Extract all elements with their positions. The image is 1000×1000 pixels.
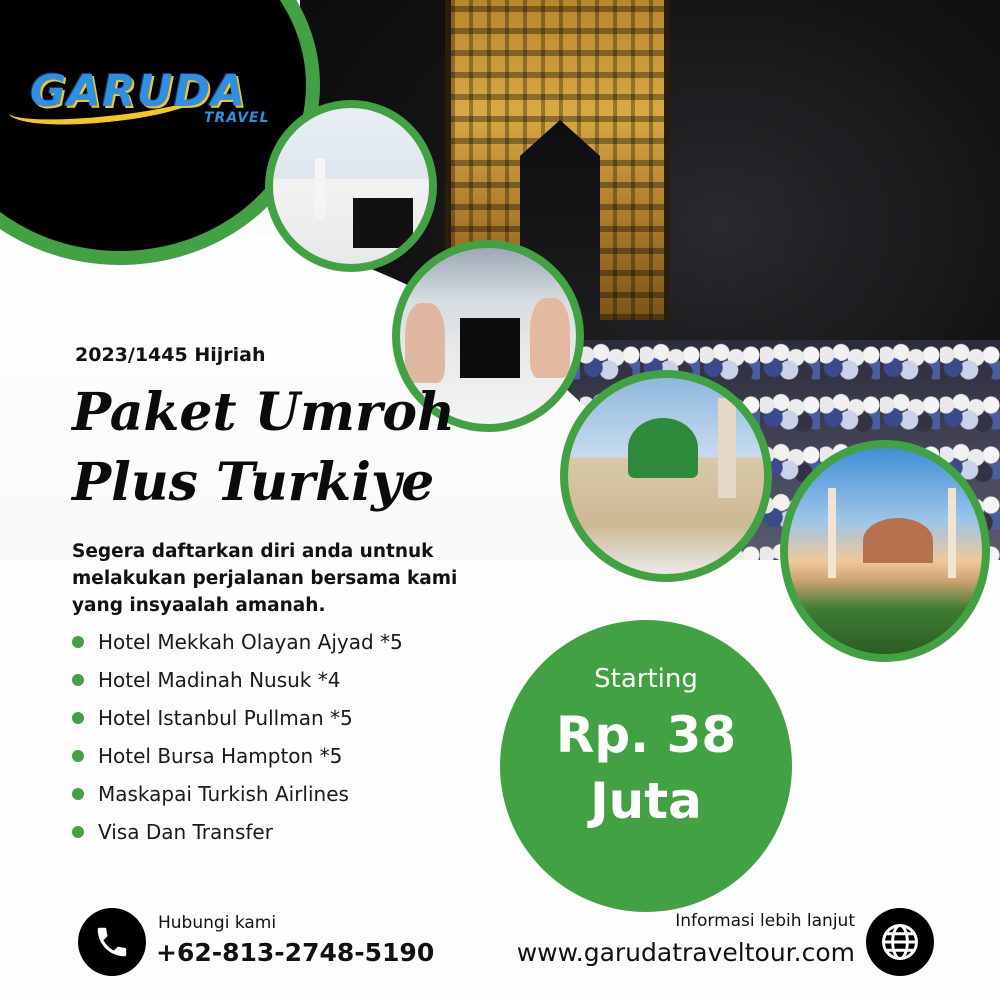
bullet-icon <box>72 788 84 800</box>
price-amount: Rp. 38 <box>555 706 737 764</box>
website-link[interactable]: www.garudatraveltour.com <box>516 938 855 967</box>
price-value <box>500 702 792 834</box>
title-line-2: Plus Turkiye <box>72 452 435 513</box>
list-item: Visa Dan Transfer <box>72 813 502 851</box>
feature-list <box>72 623 502 851</box>
list-item: Hotel Mekkah Olayan Ajyad *5 <box>72 623 502 661</box>
info-label: Informasi lebih lanjut <box>675 911 855 931</box>
bullet-icon <box>72 712 84 724</box>
list-item: Hotel Bursa Hampton *5 <box>72 737 502 775</box>
bullet-icon <box>72 750 84 762</box>
photo-circle-madinah-mosque <box>560 370 772 582</box>
logo-wordmark: GARUDA <box>30 66 247 117</box>
year-label: 2023/1445 Hijriah <box>75 344 266 366</box>
bullet-icon <box>72 826 84 838</box>
list-item: Hotel Madinah Nusuk *4 <box>72 661 502 699</box>
globe-icon[interactable] <box>866 908 934 976</box>
title-line-1: Paket Umroh <box>72 382 455 443</box>
price-unit: Juta <box>590 772 702 830</box>
contact-phone-number[interactable]: +62-813-2748-5190 <box>156 938 435 967</box>
package-description: Segera daftarkan diri anda untnuk melakukan perjalanan bersama kami yang insyaalah amanah. <box>72 541 458 616</box>
phone-icon[interactable] <box>78 908 146 976</box>
bullet-icon <box>72 636 84 648</box>
garuda-travel-logo <box>8 62 268 142</box>
photo-circle-mecca-pilgrims <box>265 100 437 272</box>
photo-circle-hagia-sophia <box>780 440 990 662</box>
price-label: Starting <box>594 664 698 694</box>
price-badge <box>500 620 792 912</box>
logo-subtitle: TRAVEL <box>204 110 270 126</box>
contact-label: Hubungi kami <box>158 913 277 933</box>
package-title <box>72 378 492 518</box>
list-item: Hotel Istanbul Pullman *5 <box>72 699 502 737</box>
list-item: Maskapai Turkish Airlines <box>72 775 502 813</box>
bullet-icon <box>72 674 84 686</box>
